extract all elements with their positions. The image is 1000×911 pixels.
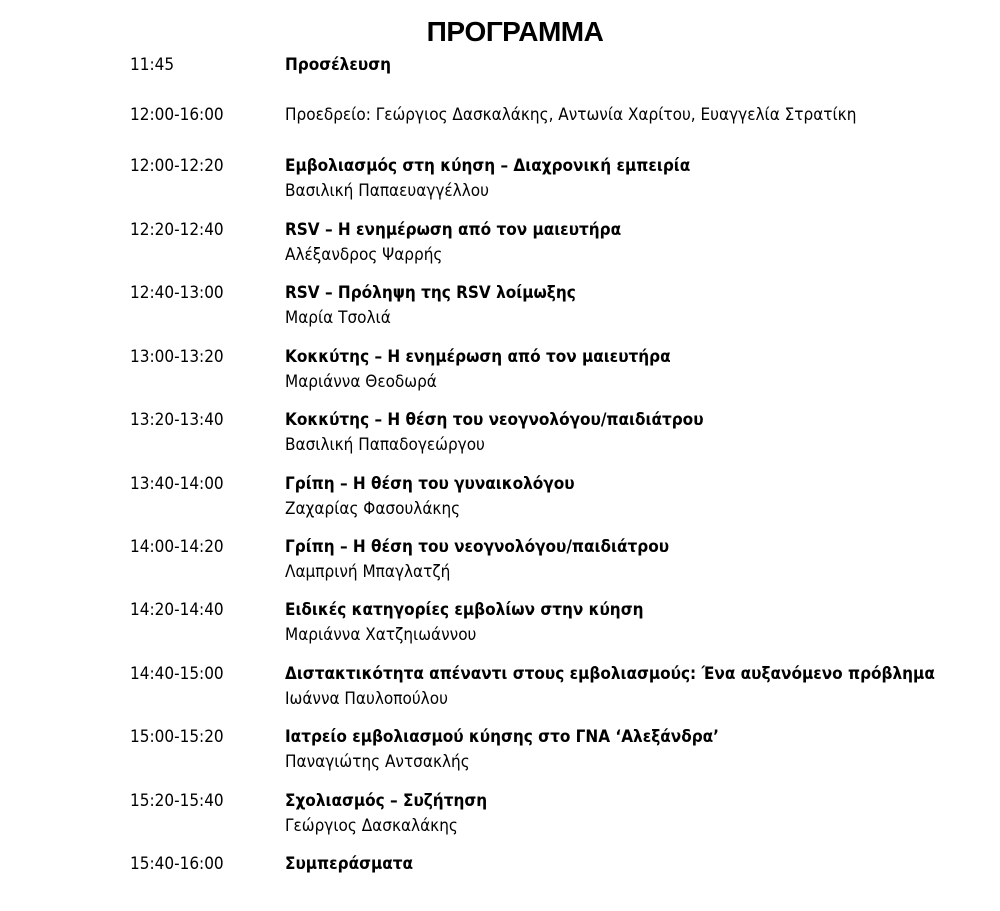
speaker-name: Ζαχαρίας Φασουλάκης: [285, 499, 461, 519]
time-slot: 12:40-13:00: [130, 283, 224, 303]
session-title: Προσέλευση: [285, 55, 392, 75]
time-slot: 15:40-16:00: [130, 854, 224, 874]
session-title: Κοκκύτης – Η θέση του νεογνολόγου/παιδιάτρου: [285, 410, 704, 430]
session-content: [285, 725, 985, 775]
session-content: [285, 218, 985, 268]
speaker-name: Βασιλική Παπαευαγγέλλου: [285, 181, 489, 201]
session-content: [285, 408, 985, 458]
session-title: Διστακτικότητα απέναντι στους εμβολιασμούς: Ένα αυξανόμενο πρόβλημα: [285, 664, 935, 684]
session-title: Γρίπη – Η θέση του γυναικολόγου: [285, 474, 575, 494]
session-content: [285, 154, 985, 204]
time-slot: 14:00-14:20: [130, 537, 224, 557]
session-title: Ιατρείο εμβολιασμού κύησης στο ΓΝΑ ‘Αλεξάνδρα’: [285, 727, 719, 747]
speaker-name: Αλέξανδρος Ψαρρής: [285, 245, 443, 265]
session-content: [285, 789, 985, 839]
session-title: RSV – Πρόληψη της RSV λοίμωξης: [285, 283, 576, 303]
time-slot: 13:00-13:20: [130, 347, 224, 367]
time-slot: 15:00-15:20: [130, 727, 224, 747]
page-title: ΠΡΟΓΡΑΜΜΑ: [426, 16, 604, 47]
session-content: [285, 345, 985, 395]
session-content: [285, 535, 985, 585]
session-content: [285, 472, 985, 522]
session-title: Γρίπη – Η θέση του νεογνολόγου/παιδιάτρου: [285, 537, 670, 557]
session-title: Σχολιασμός – Συζήτηση: [285, 791, 488, 811]
time-slot: 14:40-15:00: [130, 664, 224, 684]
session-content: [285, 281, 985, 331]
speaker-name: Μαριάννα Χατζηιωάννου: [285, 625, 477, 645]
speaker-name: Μαρία Τσολιά: [285, 308, 391, 328]
speaker-name: Μαριάννα Θεοδωρά: [285, 372, 437, 392]
session-title: RSV – Η ενημέρωση από τον μαιευτήρα: [285, 220, 622, 240]
session-title: Ειδικές κατηγορίες εμβολίων στην κύηση: [285, 600, 644, 620]
session-title: Κοκκύτης – Η ενημέρωση από τον μαιευτήρα: [285, 347, 671, 367]
chairs-line: Προεδρείο: Γεώργιος Δασκαλάκης, Αντωνία Χαρίτου, Ευαγγελία Στρατίκη: [285, 105, 857, 125]
time-slot: 12:20-12:40: [130, 220, 224, 240]
time-slot: 13:20-13:40: [130, 410, 224, 430]
time-slot: 14:20-14:40: [130, 600, 224, 620]
speaker-name: Λαμπρινή Μπαγλατζή: [285, 562, 451, 582]
session-content: [285, 662, 985, 712]
speaker-name: Γεώργιος Δασκαλάκης: [285, 816, 458, 836]
session-content: [285, 852, 985, 877]
time-slot: 15:20-15:40: [130, 791, 224, 811]
time-slot: 12:00-12:20: [130, 156, 224, 176]
speaker-name: Ιωάννα Παυλοπούλου: [285, 689, 448, 709]
speaker-name: Βασιλική Παπαδογεώργου: [285, 435, 485, 455]
session-title: Εμβολιασμός στη κύηση – Διαχρονική εμπειρία: [285, 156, 691, 176]
time-slot: 13:40-14:00: [130, 474, 224, 494]
session-content: [285, 103, 985, 128]
session-content: [285, 598, 985, 648]
session-title: Συμπεράσματα: [285, 854, 414, 874]
time-slot: 11:45: [130, 55, 175, 75]
time-slot: 12:00-16:00: [130, 105, 224, 125]
session-content: [285, 53, 985, 78]
speaker-name: Παναγιώτης Αντσακλής: [285, 752, 470, 772]
